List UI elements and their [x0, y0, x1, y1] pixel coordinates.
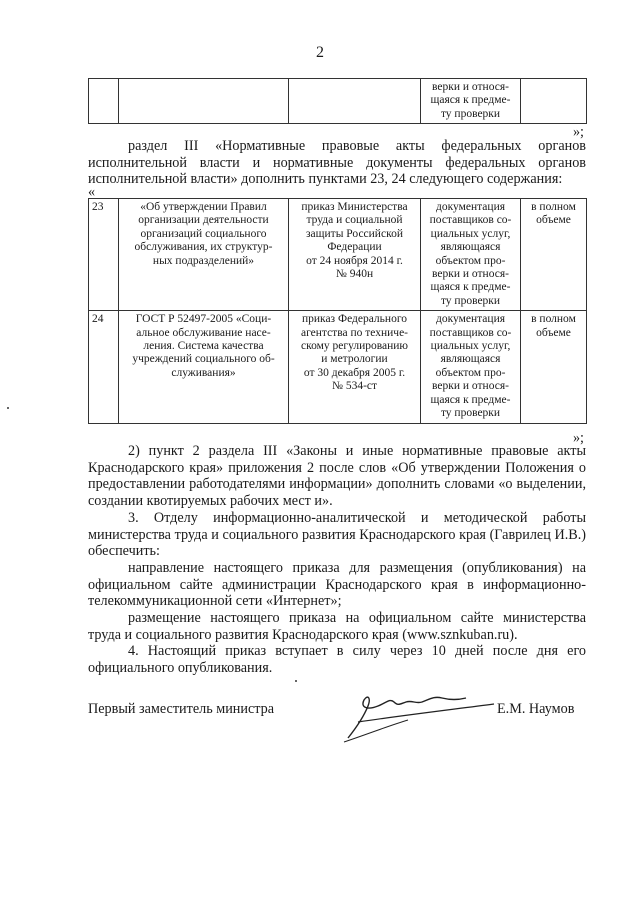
cell-line: обслуживания, их структур-: [134, 241, 273, 254]
cell-line: альное обслуживание насе-: [136, 326, 271, 339]
subjects-cell: [421, 199, 521, 311]
paragraph-point-4: 4. Настоящий приказ вступает в силу через 10 дней после дня его официального опубликования.: [88, 643, 586, 676]
scan-mark: [295, 680, 297, 682]
act-document-cell: [289, 311, 421, 423]
row-number: 24: [89, 311, 119, 423]
cell-line: ту проверки: [440, 107, 501, 120]
paragraph-point-2: 2) пункт 2 раздела III «Законы и иные нормативные правовые акты Краснодарского края» приложения 2 после слов «Об утверждении Положения о предоставлении работодателями информации» дополнить словами «о выделении, создании квотируемых рабочих мест и».: [88, 443, 586, 509]
cell-line: ления. Система качества: [143, 340, 264, 353]
cell-line: в полном: [531, 313, 576, 326]
paragraph-section-3: раздел III «Нормативные правовые акты федеральных органов исполнительной власти и нормативные документы федеральных органов исполнительной власти» дополнить пунктами 23, 24 следующего содержания:: [88, 138, 586, 187]
paragraph-point-3: 3. Отделу информационно-аналитической и методической работы министерства труда и социального развития Краснодарского края (Гаврилец И.В.) обеспечить:: [88, 510, 586, 559]
closing-quote: »;: [572, 430, 584, 446]
page-number: 2: [316, 44, 324, 61]
cell-line: поставщиков со-: [429, 214, 512, 227]
cell-line: щаяся к предме-: [430, 94, 511, 107]
cell-line: верки и относя-: [432, 380, 509, 393]
cell-line: документация: [435, 201, 506, 213]
table-cell: [89, 79, 119, 124]
cell-line: в полном: [531, 201, 576, 213]
cell-line: труда и социальной: [306, 214, 403, 227]
act-document-cell: [289, 199, 421, 311]
cell-line: объеме: [536, 326, 571, 339]
cell-line: циальных услуг,: [430, 340, 511, 353]
scope-cell: [521, 311, 587, 423]
cell-line: щаяся к предме-: [430, 393, 511, 406]
cell-line: Федерации: [327, 241, 382, 254]
cell-line: приказ Федерального: [301, 313, 407, 326]
closing-quote: »;: [572, 124, 584, 140]
cell-line: «Об утверждении Правил: [140, 201, 267, 213]
cell-line: ных подразделений»: [152, 254, 255, 267]
cell-line: организаций социального: [140, 227, 267, 240]
cell-line: № 940н: [335, 268, 374, 281]
row-number: 23: [89, 199, 119, 311]
signatory-name: Е.М. Наумов: [497, 701, 575, 717]
table-cell: [289, 79, 421, 124]
cell-line: и метрологии: [321, 353, 388, 366]
cell-line: верки и относя-: [432, 81, 509, 93]
cell-line: являющаяся: [440, 353, 501, 366]
continued-table: [88, 78, 587, 124]
cell-line: поставщиков со-: [429, 326, 512, 339]
cell-line: от 30 декабря 2005 г.: [303, 366, 406, 379]
cell-line: объеме: [536, 214, 571, 227]
cell-line: ту проверки: [440, 294, 501, 307]
table-cell: [521, 79, 587, 124]
paragraph-placement: размещение настоящего приказа на официальном сайте министерства труда и социального развития Краснодарского края (www.sznkuban.ru).: [88, 610, 586, 643]
cell-line: приказ Министерства: [301, 201, 408, 213]
amendment-table: [88, 198, 587, 424]
signatory-title: Первый заместитель министра: [88, 701, 275, 717]
cell-line: являющаяся: [440, 241, 501, 254]
cell-line: ту проверки: [440, 407, 501, 420]
table-row: [89, 311, 587, 423]
scope-cell: [521, 199, 587, 311]
cell-line: ГОСТ Р 52497-2005 «Соци-: [135, 313, 272, 326]
scan-mark: [7, 407, 9, 409]
cell-line: документация: [435, 313, 506, 326]
cell-line: организации деятельности: [138, 214, 269, 227]
cell-line: служивания»: [171, 366, 236, 379]
cell-line: агентства по техниче-: [300, 326, 408, 339]
cell-line: № 534-ст: [331, 380, 378, 393]
cell-line: верки и относя-: [432, 268, 509, 281]
table-row: [89, 199, 587, 311]
subjects-cell: [421, 311, 521, 423]
cell-line: объектом про-: [435, 254, 506, 267]
cell-line: щаяся к предме-: [430, 281, 511, 294]
cell-line: учреждений социального об-: [132, 353, 275, 366]
cell-line: объектом про-: [435, 366, 506, 379]
table-row: [89, 79, 587, 124]
cell-line: от 24 ноября 2014 г.: [306, 254, 403, 267]
cell-line: защиты Российской: [306, 227, 403, 240]
table-cell: [421, 79, 521, 124]
cell-line: циальных услуг,: [430, 227, 511, 240]
signature-image: [338, 676, 498, 746]
cell-line: скому регулированию: [300, 340, 409, 353]
opening-quote: «: [88, 184, 96, 200]
table-cell: [119, 79, 289, 124]
paragraph-publication: направление настоящего приказа для размещения (опубликования) на официальном сайте администрации Краснодарского края в информационно-телекоммуникационной сети «Интернет»;: [88, 560, 586, 609]
act-name-cell: [119, 199, 289, 311]
act-name-cell: [119, 311, 289, 423]
